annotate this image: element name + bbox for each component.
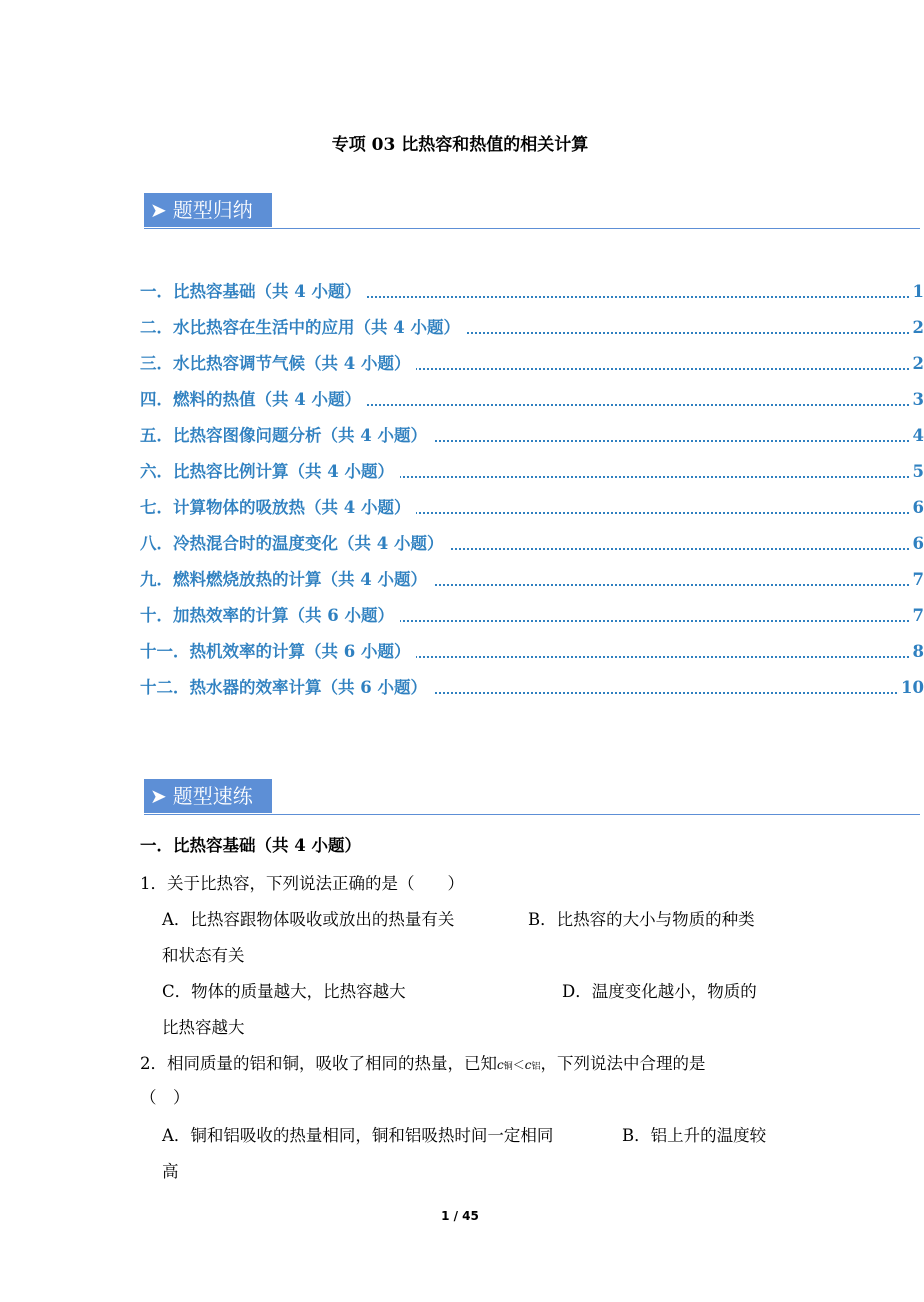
toc-entry[interactable] [140, 314, 924, 350]
toc-entry-label: 一．比热容基础（共 4 小题） [140, 282, 367, 301]
symbol-c: c [497, 1058, 504, 1072]
toc-entry[interactable] [140, 350, 924, 386]
toc-entry-label: 五．比热容图像问题分析（共 4 小题） [140, 426, 433, 445]
toc-entry-page: 7 [909, 602, 924, 630]
question-2-option-a: A．铜和铝吸收的热量相同，铜和铝吸热时间一定相同 [162, 1126, 554, 1145]
toc-entry-label: 三．水比热容调节气候（共 4 小题） [140, 354, 416, 373]
toc-entry[interactable] [140, 386, 924, 422]
symbol-c: c [524, 1058, 532, 1072]
question-2-stem [140, 1050, 706, 1074]
question-2-stem-after: ，下列说法中合理的是 [540, 1054, 706, 1073]
question-1-option-d: D．温度变化越小，物质的 [562, 982, 757, 1001]
toc-entry-label: 九．燃料燃烧放热的计算（共 4 小题） [140, 570, 433, 589]
toc-entry-label: 十一．热机效率的计算（共 6 小题） [140, 642, 416, 661]
question-2-stem-before: 2．相同质量的铝和铜，吸收了相同的热量，已知 [140, 1054, 497, 1073]
section-heading: 一．比热容基础（共 4 小题） [140, 836, 361, 855]
arrow-icon: ➤ [150, 784, 167, 808]
toc-entry-page: 5 [909, 458, 924, 486]
toc-entry[interactable] [140, 566, 924, 602]
arrow-icon: ➤ [150, 198, 167, 222]
toc-entry-label: 二．水比热容在生活中的应用（共 4 小题） [140, 318, 466, 337]
question-1-option-b: B．比热容的大小与物质的种类 [528, 910, 755, 929]
document-title: 专项 03 比热容和热值的相关计算 [331, 135, 589, 155]
toc-entry[interactable] [140, 602, 924, 638]
toc-entry[interactable] [140, 638, 924, 674]
toc-entry-page: 1 [909, 278, 924, 306]
banner-rule [144, 814, 920, 815]
practice-content [140, 828, 780, 1188]
toc-entry[interactable] [140, 530, 924, 566]
toc-entry-page: 7 [909, 566, 924, 594]
subscript-copper: 铜 [503, 1062, 513, 1072]
toc-entry-page: 10 [897, 674, 924, 702]
toc-entry-page: 8 [909, 638, 924, 666]
toc-entry[interactable] [140, 494, 924, 530]
question-1-option-a: A．比热容跟物体吸收或放出的热量有关 [162, 910, 455, 929]
toc-entry-page: 3 [909, 386, 924, 414]
banner-tag [144, 193, 272, 227]
banner-label: 题型归纳 [172, 198, 253, 222]
section-banner-practice [140, 779, 920, 815]
question-1-option-c: C．物体的质量越大，比热容越大 [162, 982, 406, 1001]
question-1-option-d-cont: 比热容越大 [162, 1018, 245, 1037]
section-banner-overview [140, 193, 920, 229]
toc-entry-label: 四．燃料的热值（共 4 小题） [140, 390, 367, 409]
toc-entry[interactable] [140, 422, 924, 458]
toc-entry[interactable] [140, 458, 924, 494]
question-1-stem: 1．关于比热容，下列说法正确的是（ ） [140, 874, 464, 893]
less-than: ＜ [512, 1058, 525, 1072]
toc-entry-page: 6 [909, 530, 924, 558]
question-2-option-b: B．铝上升的温度较 [622, 1126, 767, 1145]
banner-rule [144, 228, 920, 229]
toc-entry-label: 十二．热水器的效率计算（共 6 小题） [140, 678, 433, 697]
toc-entry-label: 六．比热容比例计算（共 4 小题） [140, 462, 400, 481]
table-of-contents [140, 278, 924, 710]
toc-entry-page: 2 [909, 350, 924, 378]
question-1-option-b-cont: 和状态有关 [162, 946, 245, 965]
toc-entry-page: 6 [909, 494, 924, 522]
question-2-option-b-cont: 高 [162, 1162, 179, 1181]
subscript-aluminum: 铝 [531, 1062, 541, 1072]
toc-entry-label: 七．计算物体的吸放热（共 4 小题） [140, 498, 416, 517]
question-2-paren: （ ） [140, 1088, 190, 1107]
toc-entry-label: 八．冷热混合时的温度变化（共 4 小题） [140, 534, 449, 553]
banner-label: 题型速练 [172, 784, 253, 808]
toc-entry[interactable] [140, 674, 924, 710]
toc-entry-label: 十．加热效率的计算（共 6 小题） [140, 606, 400, 625]
toc-entry-page: 2 [909, 314, 924, 342]
banner-tag [144, 779, 272, 813]
page-number: 1 / 45 [441, 1209, 479, 1223]
toc-entry-page: 4 [909, 422, 924, 450]
toc-entry[interactable] [140, 278, 924, 314]
